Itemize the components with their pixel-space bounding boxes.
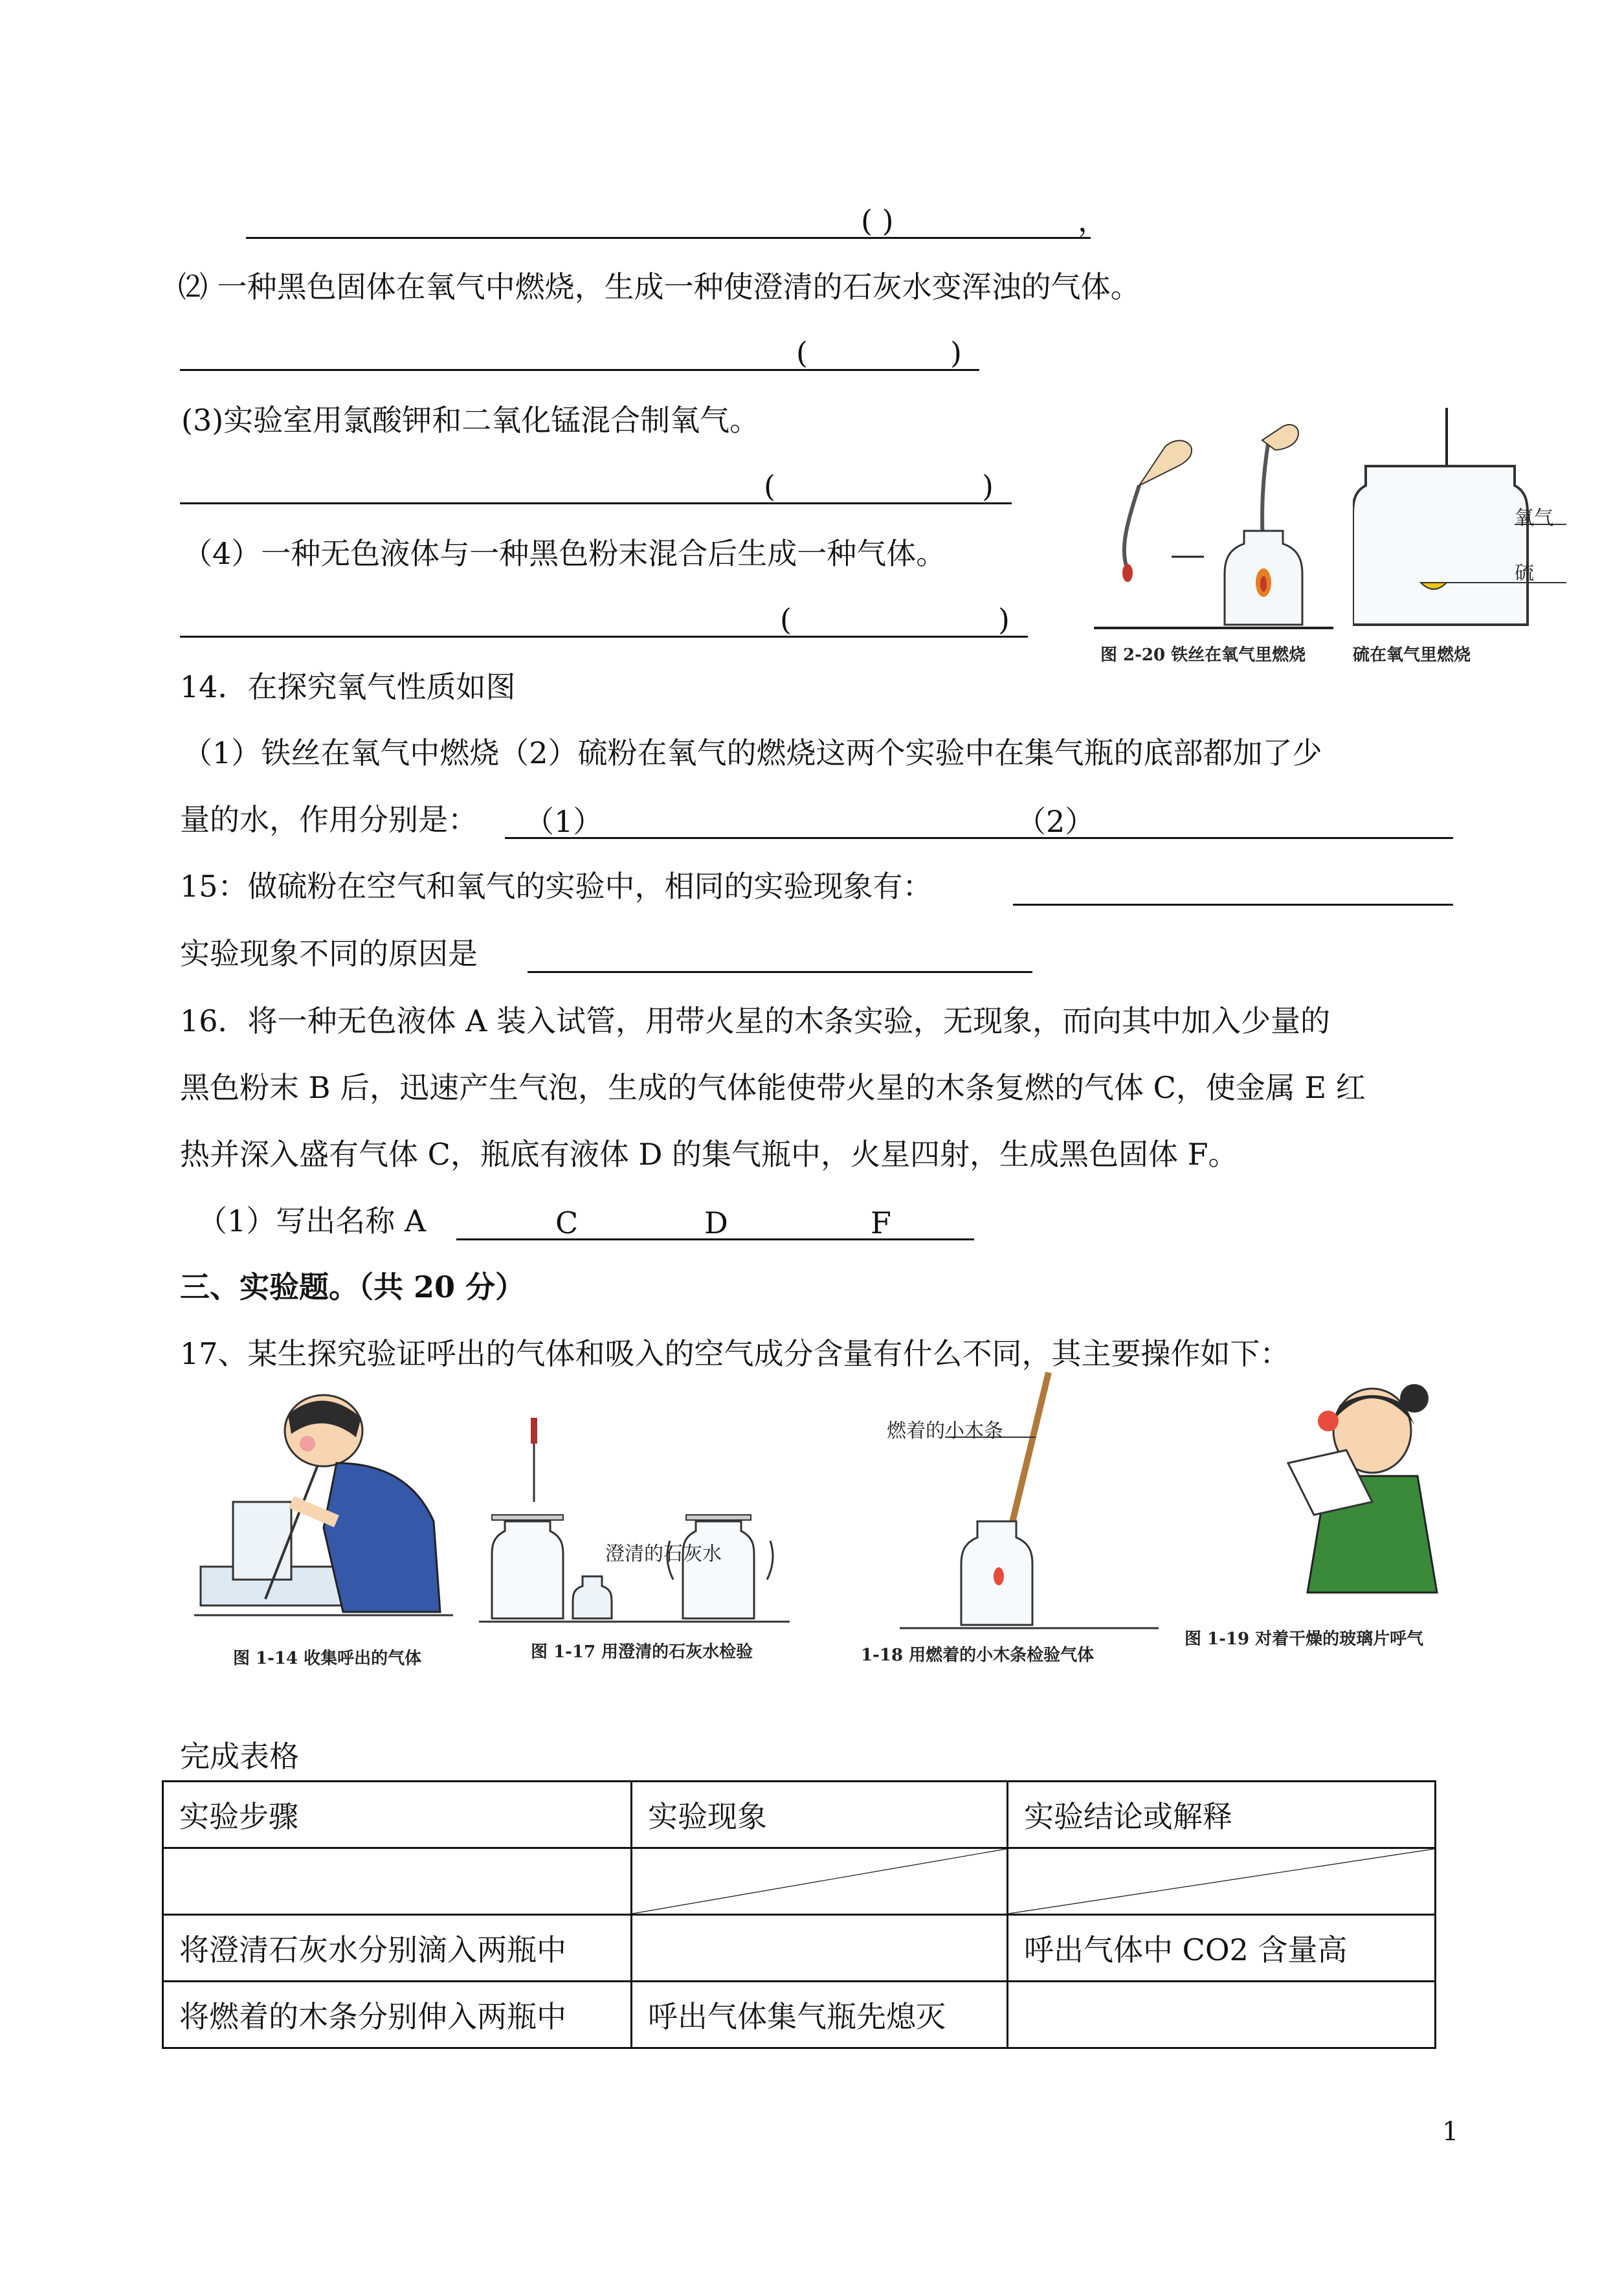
comma: ，	[1078, 203, 1107, 238]
paren-close: )	[950, 335, 962, 370]
label-oxygen: 氧气	[1515, 507, 1553, 530]
label-sulfur: 硫	[1515, 562, 1534, 585]
answer-paren-13-1: ( )	[861, 203, 894, 238]
q17-line1: 17、某生探究验证呼出的气体和吸入的空气成分含量有什么不同，其主要操作如下：	[180, 1336, 1290, 1371]
label-c: C	[555, 1205, 579, 1240]
table-cell: 将澄清石灰水分别滴入两瓶中	[163, 1915, 632, 1982]
table-intro: 完成表格	[180, 1739, 299, 1774]
table-cell-slashed	[1008, 1848, 1436, 1915]
label-f: F	[871, 1205, 891, 1240]
page-number: 1	[1442, 2117, 1459, 2147]
table-header-cell: 实验结论或解释	[1008, 1782, 1436, 1848]
q16-line1: 16．将一种无色液体 A 装入试管，用带火星的木条实验，无现象，而向其中加入少量的	[180, 1003, 1330, 1038]
answer-line-15-2[interactable]	[528, 971, 1032, 973]
table-cell[interactable]	[163, 1848, 632, 1915]
paren-open: (	[780, 602, 792, 637]
q14-title: 14．在探究氧气性质如图	[180, 669, 516, 704]
collect-breath-figure	[194, 1392, 466, 1670]
paren-open: (	[796, 335, 808, 370]
section3-title: 三、实验题。（共 20 分）	[180, 1270, 526, 1304]
q16-line4-prefix: （1）写出名称 A	[197, 1203, 427, 1238]
q14-line1: （1）铁丝在氧气中燃烧（2）硫粉在氧气的燃烧这两个实验中在集气瓶的底部都加了少	[183, 735, 1322, 770]
limewater-test-figure	[479, 1392, 790, 1670]
results-table	[162, 1780, 1436, 2049]
paren-close: )	[982, 469, 994, 504]
answer-line-14[interactable]	[505, 837, 1453, 839]
q13-item3: (3)实验室用氯酸钾和二氧化锰混合制氧气。	[181, 403, 760, 438]
table-row	[163, 1848, 1436, 1915]
table-cell[interactable]	[632, 1915, 1008, 1982]
q13-item4: （4）一种无色液体与一种黑色粉末混合后生成一种气体。	[183, 536, 946, 571]
q13-item2: ⑵ 一种黑色固体在氧气中燃烧，生成一种使澄清的石灰水变浑浊的气体。	[178, 269, 1140, 304]
paren-close: )	[998, 602, 1010, 637]
burning-splint-figure	[848, 1366, 1159, 1670]
figure-caption: 硫在氧气里燃烧	[1353, 645, 1471, 665]
table-cell[interactable]	[1008, 1982, 1436, 2048]
figure-caption: 图 2-20 铁丝在氧气里燃烧	[1100, 645, 1306, 665]
figure-caption: 图 1-14 收集呼出的气体	[233, 1649, 422, 1668]
table-cell: 将燃着的木条分别伸入两瓶中	[163, 1982, 632, 2048]
figure-caption: 1-18 用燃着的小木条检验气体	[861, 1646, 1095, 1665]
table-header-row	[163, 1782, 1436, 1848]
table-header-cell: 实验步骤	[163, 1782, 632, 1848]
answer-line-13-2[interactable]	[180, 369, 979, 371]
iron-burning-figure	[1094, 421, 1340, 680]
blank2-label: （2）	[1016, 804, 1095, 839]
table-cell-slashed	[632, 1848, 1008, 1915]
answer-line-13-1[interactable]	[246, 237, 1091, 239]
table-header-cell: 实验现象	[632, 1782, 1008, 1848]
figure-caption: 图 1-17 用澄清的石灰水检验	[531, 1642, 753, 1662]
q15-line2: 实验现象不同的原因是	[180, 936, 478, 971]
table-cell: 呼出气体中 CO2 含量高	[1008, 1915, 1436, 1982]
blank1-label: （1）	[524, 804, 603, 839]
answer-line-13-4[interactable]	[180, 636, 1028, 638]
q15-line1: 15：做硫粉在空气和氧气的实验中，相同的实验现象有：	[180, 869, 933, 904]
paren-open: (	[764, 469, 775, 504]
table-cell: 呼出气体集气瓶先熄灭	[632, 1982, 1008, 2048]
q16-line3: 热并深入盛有气体 C，瓶底有液体 D 的集气瓶中，火星四射，生成黑色固体 F。	[180, 1137, 1238, 1172]
label-d: D	[704, 1205, 728, 1240]
table-row	[163, 1915, 1436, 1982]
q16-line2: 黑色粉末 B 后，迅速产生气泡，生成的气体能使带火星的木条复燃的气体 C，使金属 E 红	[180, 1070, 1366, 1105]
answer-line-15-1[interactable]	[1013, 904, 1453, 906]
sulfur-burning-figure	[1353, 401, 1586, 673]
answer-line-13-3[interactable]	[180, 502, 1012, 504]
breath-on-glass-figure	[1178, 1379, 1476, 1670]
table-row	[163, 1982, 1436, 2048]
q14-line2-prefix: 量的水，作用分别是：	[180, 802, 478, 837]
figure-caption: 图 1-19 对着干燥的玻璃片呼气	[1185, 1629, 1424, 1649]
figure-label: 澄清的石灰水	[605, 1543, 722, 1565]
figure-label: 燃着的小木条	[887, 1420, 1003, 1442]
